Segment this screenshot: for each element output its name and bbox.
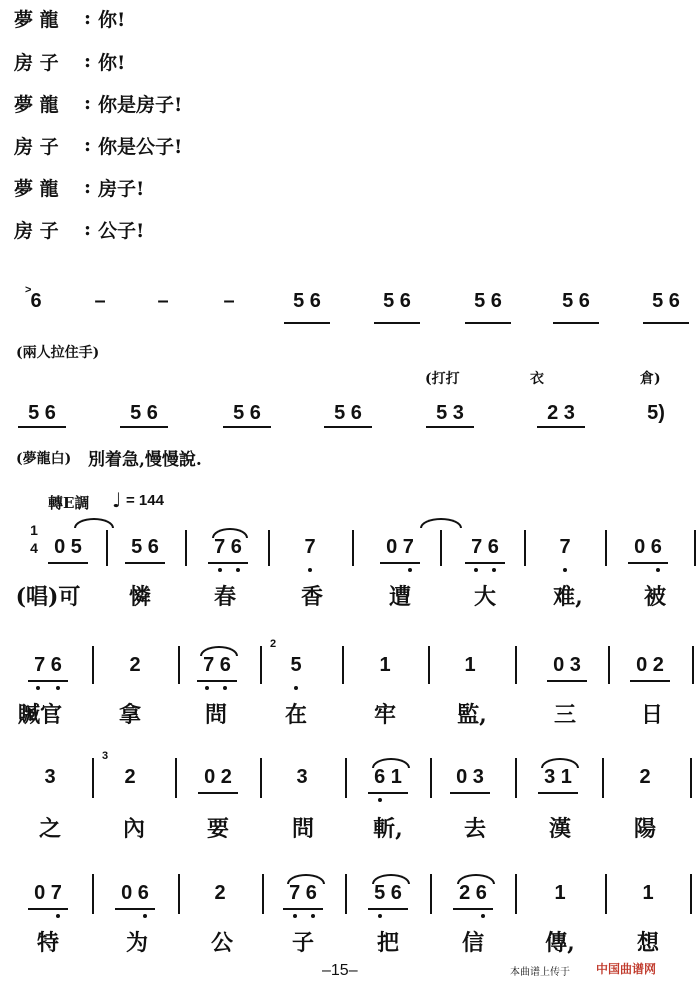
lyric: 問 <box>204 702 227 728</box>
note: 2 <box>124 766 136 788</box>
note-pair: 5 6 <box>652 290 680 312</box>
note-pair: 7 6 <box>471 536 499 558</box>
note-pair: 0 5 <box>54 536 82 558</box>
note-pair: 5 6 <box>130 402 158 424</box>
lyric: 想 <box>636 930 659 956</box>
lyric: 难, <box>553 584 583 610</box>
note-pair: 6 1 <box>374 766 402 788</box>
lyric: 日 <box>640 702 663 728</box>
note-pair: 0 6 <box>634 536 662 558</box>
percussion-label: 倉) <box>640 371 661 387</box>
lyric: 遭 <box>388 584 411 610</box>
note: 7 <box>304 536 316 558</box>
time-signature-bottom: 4 <box>30 540 38 556</box>
lyric: 之 <box>38 816 61 842</box>
lyric: 要 <box>206 816 229 842</box>
dialogue-line: 房 子 : 公子! <box>14 213 144 245</box>
note: 2 <box>214 882 226 904</box>
lyric: 被 <box>643 584 666 610</box>
note-pair: 5 6 <box>293 290 321 312</box>
note-pair: 2 6 <box>459 882 487 904</box>
dash: – <box>157 290 169 312</box>
dash: – <box>223 290 235 312</box>
lyric: 拿 <box>118 702 141 728</box>
dialogue-line: 房 子 : 你! <box>14 45 125 77</box>
note-pair: 7 6 <box>214 536 242 558</box>
lyric: 信 <box>461 930 484 956</box>
lyric: 为 <box>125 930 148 956</box>
lyric: 春 <box>213 584 236 610</box>
note: 1 <box>554 882 566 904</box>
key-change-label: 轉E調 <box>48 494 90 512</box>
upload-note: 本曲谱上传于 <box>510 967 570 978</box>
note-pair: 2 3 <box>547 402 575 424</box>
quarter-note-icon: ♩ <box>112 488 122 512</box>
lyric: 內 <box>122 816 145 842</box>
dialogue-text: 你! <box>98 8 126 31</box>
dialogue-line: 夢 龍 : 你! <box>14 2 125 34</box>
lyric: (唱)可 <box>15 584 81 610</box>
note: 1 <box>379 654 391 676</box>
grace-note: 3 <box>102 750 109 762</box>
lyric: 去 <box>463 816 486 842</box>
dialogue-line: 房 子 : 你是公子! <box>14 129 182 161</box>
note-pair: 0 7 <box>386 536 414 558</box>
lyric: 公 <box>210 930 233 956</box>
lyric: 問 <box>291 816 314 842</box>
dialogue-text: 你是公子! <box>98 135 183 158</box>
tempo-value: = 144 <box>126 492 164 509</box>
note-pair: 5 6 <box>28 402 56 424</box>
note-pair: 7 6 <box>203 654 231 676</box>
lyric: 特 <box>36 930 59 956</box>
note: 3 <box>44 766 56 788</box>
lyric: 監, <box>457 702 487 728</box>
lyric: 傳, <box>545 930 575 956</box>
lyric: 子 <box>291 930 314 956</box>
stage-direction: (夢龍白) <box>16 451 72 467</box>
note-pair: 5 3 <box>436 402 464 424</box>
note-pair: 0 7 <box>34 882 62 904</box>
note: 5 <box>290 654 302 676</box>
lyric: 大 <box>473 584 496 610</box>
time-signature-top: 1 <box>30 522 38 538</box>
accent-mark: > <box>25 284 32 296</box>
lyric: 三 <box>553 702 576 728</box>
note-pair: 5 6 <box>334 402 362 424</box>
page-number: –15– <box>322 962 358 979</box>
lyric: 牢 <box>373 702 396 728</box>
note-pair: 5 6 <box>374 882 402 904</box>
dialogue-speaker: 房 子 <box>14 135 59 158</box>
dialogue-text: 公子! <box>98 219 145 242</box>
dialogue-text: 房子! <box>98 177 145 200</box>
percussion-label: 衣 <box>530 371 544 387</box>
note-pair: 0 3 <box>456 766 484 788</box>
lyric: 贓官 <box>17 702 62 728</box>
lyric: 漢 <box>548 816 571 842</box>
note: 2 <box>129 654 141 676</box>
dialogue-line: 夢 龍 : 房子! <box>14 171 144 203</box>
site-logo: 中国曲谱网 <box>596 962 657 976</box>
dialogue-speaker: 夢 龍 <box>14 93 59 116</box>
note-pair: 0 2 <box>636 654 664 676</box>
note-pair: 3 1 <box>544 766 572 788</box>
note-pair: 5 6 <box>233 402 261 424</box>
note-pair: 5 6 <box>383 290 411 312</box>
dash: – <box>94 290 106 312</box>
lyric: 憐 <box>128 584 151 610</box>
note: 1 <box>464 654 476 676</box>
dialogue-speaker: 夢 龍 <box>14 8 59 31</box>
lyric: 香 <box>300 584 323 610</box>
spoken-line: 別着急,慢慢說. <box>88 450 202 470</box>
stage-direction: (兩人拉住手) <box>16 345 100 361</box>
dialogue-speaker: 房 子 <box>14 51 59 74</box>
note-pair: 0 3 <box>553 654 581 676</box>
note-pair: 5 6 <box>474 290 502 312</box>
note-pair: 7 6 <box>289 882 317 904</box>
note-pair: 5 6 <box>562 290 590 312</box>
lyric: 在 <box>284 702 307 728</box>
grace-note: 2 <box>270 638 277 650</box>
note: 5) <box>647 402 665 424</box>
note-pair: 5 6 <box>131 536 159 558</box>
note: 1 <box>642 882 654 904</box>
note-pair: 0 2 <box>204 766 232 788</box>
note-pair: 7 6 <box>34 654 62 676</box>
dialogue-speaker: 房 子 <box>14 219 59 242</box>
lyric: 陽 <box>633 816 656 842</box>
dialogue-speaker: 夢 龍 <box>14 177 59 200</box>
note: 6 <box>30 290 42 312</box>
note: 3 <box>296 766 308 788</box>
dialogue-text: 你! <box>98 51 126 74</box>
lyric: 斬, <box>373 816 403 842</box>
percussion-label: (打打 <box>425 371 460 387</box>
lyric: 把 <box>376 930 399 956</box>
note: 2 <box>639 766 651 788</box>
dialogue-text: 你是房子! <box>98 93 183 116</box>
note: 7 <box>559 536 571 558</box>
note-pair: 0 6 <box>121 882 149 904</box>
dialogue-line: 夢 龍 : 你是房子! <box>14 87 182 119</box>
